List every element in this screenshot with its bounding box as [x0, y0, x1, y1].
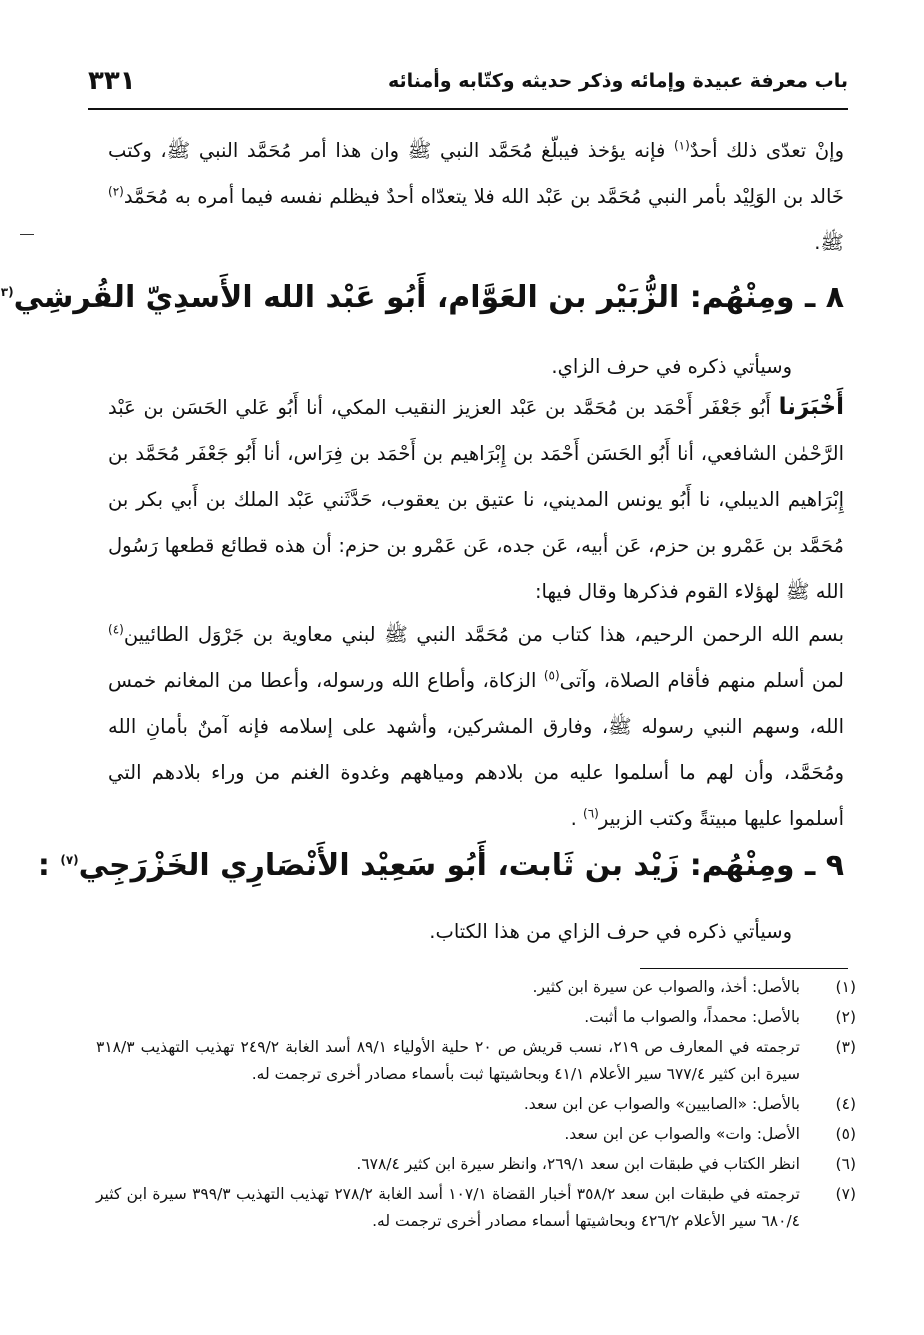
entry-9-colon: :: [37, 848, 61, 883]
entry-8-title: ٨ ـ ومِنْهُم: الزُّبَيْر بن العَوَّام، أَبُو عَبْد الله الأَسدِيّ القُرشِي: [13, 280, 844, 315]
footnote-separator: [640, 968, 848, 969]
footnote-text: بالأصل: «الصابيين» والصواب عن ابن سعد.: [523, 1095, 800, 1113]
footnote-number: (٢): [835, 1008, 856, 1026]
paragraph-1: [108, 128, 844, 266]
isnad-lead: أَخْبَرَنا: [778, 394, 844, 420]
letter-part-d: .: [570, 807, 584, 830]
footnote-ref-6[interactable]: (٦): [583, 806, 599, 821]
footnote-item: [96, 1091, 856, 1118]
letter-part-a: بسم الله الرحمن الرحيم، هذا كتاب من مُحَمَّد النبي ﷺ لبني معاوية بن جَرْوَل الطائيين: [123, 623, 844, 646]
footnotes: [96, 974, 856, 1238]
letter-part-c: الزكاة، وأطاع الله ورسوله، وأعطا من المغانم خمس الله، وسهم النبي رسوله ﷺ، وفارق المشركين، وأشهد على إسلامه فإنه آمنٌ بأمانِ الله ومُحَمَّد، وأن لهم ما أسلموا عليه من بلادهم ومياههم وغدوة الغنم من وراء بلادهم التي أسلموا عليها مبيتةً وكتب الزبير: [108, 669, 844, 830]
footnote-number: (٧): [835, 1185, 856, 1203]
footnote-ref-4[interactable]: (٤): [108, 622, 124, 637]
paragraph-1-part-a: وإنْ تعدّى ذلك أحدٌ: [689, 139, 844, 162]
paragraph-1-part-b: فإنه يؤخذ فيبلّغ مُحَمَّد النبي ﷺ وان هذا أمر مُحَمَّد النبي ﷺ، وكتب خَالد بن الوَلِيْد بأمر النبي مُحَمَّد بن عَبْد الله فلا يتعدّاه أحدٌ فيظلم نفسه فيما أمره به مُحَمَّد: [108, 139, 844, 208]
footnote-item: [96, 1181, 856, 1235]
footnote-number: (١): [835, 978, 856, 996]
header-rule: [88, 108, 848, 110]
footnote-text: بالأصل: أخذ، والصواب عن سيرة ابن كثير.: [532, 978, 800, 996]
entry-9-note: وسيأتي ذكره في حرف الزاي من هذا الكتاب.: [429, 920, 792, 943]
footnote-ref-3[interactable]: (٣: [0, 285, 14, 299]
page-header: [88, 66, 848, 106]
footnote-item: [96, 1004, 856, 1031]
footnote-number: (٤): [835, 1095, 856, 1113]
letter-part-b: لمن أسلم منهم فأقام الصلاة، وآتى: [559, 669, 844, 692]
entry-9-heading: [37, 848, 844, 883]
footnote-ref-2[interactable]: (٢): [108, 184, 124, 199]
footnote-number: (٣): [835, 1038, 856, 1056]
entry-9-title: ٩ ـ ومِنْهُم: زَيْد بن ثَابت، أَبُو سَعِيْد الأَنْصَارِي الخَزْرَجِي: [78, 848, 844, 883]
footnote-text: انظر الكتاب في طبقات ابن سعد ٢٦٩/١، وانظر سيرة ابن كثير ٦٧٨/٤.: [356, 1155, 800, 1173]
margin-mark: [20, 234, 34, 235]
footnote-item: [96, 974, 856, 1001]
isnad-paragraph: [108, 384, 844, 615]
footnote-number: (٦): [835, 1155, 856, 1173]
paragraph-1-part-c: ﷺ.: [814, 231, 844, 254]
footnote-item: [96, 1151, 856, 1178]
footnote-item: [96, 1034, 856, 1088]
footnote-ref-1[interactable]: (١): [673, 138, 690, 153]
page-number: ٣٣١: [88, 66, 136, 96]
running-title: باب معرفة عبيدة وإمائه وذكر حديثه وكتّابه وأمنائه: [387, 70, 848, 92]
isnad-text: أَبُو جَعْفَر أَحْمَد بن مُحَمَّد بن عَبْد العزيز النقيب المكي، أنا أَبُو عَلي الحَسَن بن عَبْد الرَّحْمٰن الشافعي، أنا أَبُو الحَسَن أَحْمَد بن إِبْرَاهيم بن أَحْمَد بن فِرَاس، أنا أَبُو جَعْفَر مُحَمَّد بن إِبْرَاهيم الديبلي، نا أَبُو يونس المديني، نا عتيق بن يعقوب، حَدَّثَني عَبْد الملك بن أَبي بكر بن مُحَمَّد بن عَمْرو بن حزم، عَن أبيه، عَن جده، عَن عَمْرو بن حزم: أن هذه قطائع قطعها رَسُول الله ﷺ لهؤلاء القوم فذكرها وقال فيها:: [108, 396, 844, 603]
footnote-ref-5[interactable]: (٥): [543, 668, 560, 683]
entry-8-note: وسيأتي ذكره في حرف الزاي.: [551, 355, 792, 378]
footnote-text: بالأصل: محمداً، والصواب ما أثبت.: [584, 1008, 800, 1026]
footnote-text: ترجمته في طبقات ابن سعد ٣٥٨/٢ أخبار القضاة ١٠٧/١ أسد الغابة ٢٧٨/٢ تهذيب التهذيب ٣٩٩/٣ سيرة ابن كثير ٦٨٠/٤ سير الأعلام ٤٢٦/٢ وبحاشيتها أسماء مصادر أخرى ترجمت له.: [96, 1185, 800, 1230]
footnote-text: الأصل: وات» والصواب عن ابن سعد.: [564, 1125, 800, 1143]
footnote-text: ترجمته في المعارف ص ٢١٩، نسب قريش ص ٢٠ حلية الأولياء ٨٩/١ أسد الغابة ٢٤٩/٢ تهذيب التهذيب ٣١٨/٣ سيرة ابن كثير ٦٧٧/٤ سير الأعلام ٤١/١ وبحاشيتها ثبت بأسماء مصادر أخرى ترجمت له.: [96, 1038, 800, 1083]
footnote-ref-7[interactable]: (٧): [60, 853, 79, 867]
footnote-number: (٥): [835, 1125, 856, 1143]
entry-8-heading: [0, 280, 844, 315]
letter-paragraph: [108, 612, 844, 842]
footnote-item: [96, 1121, 856, 1148]
